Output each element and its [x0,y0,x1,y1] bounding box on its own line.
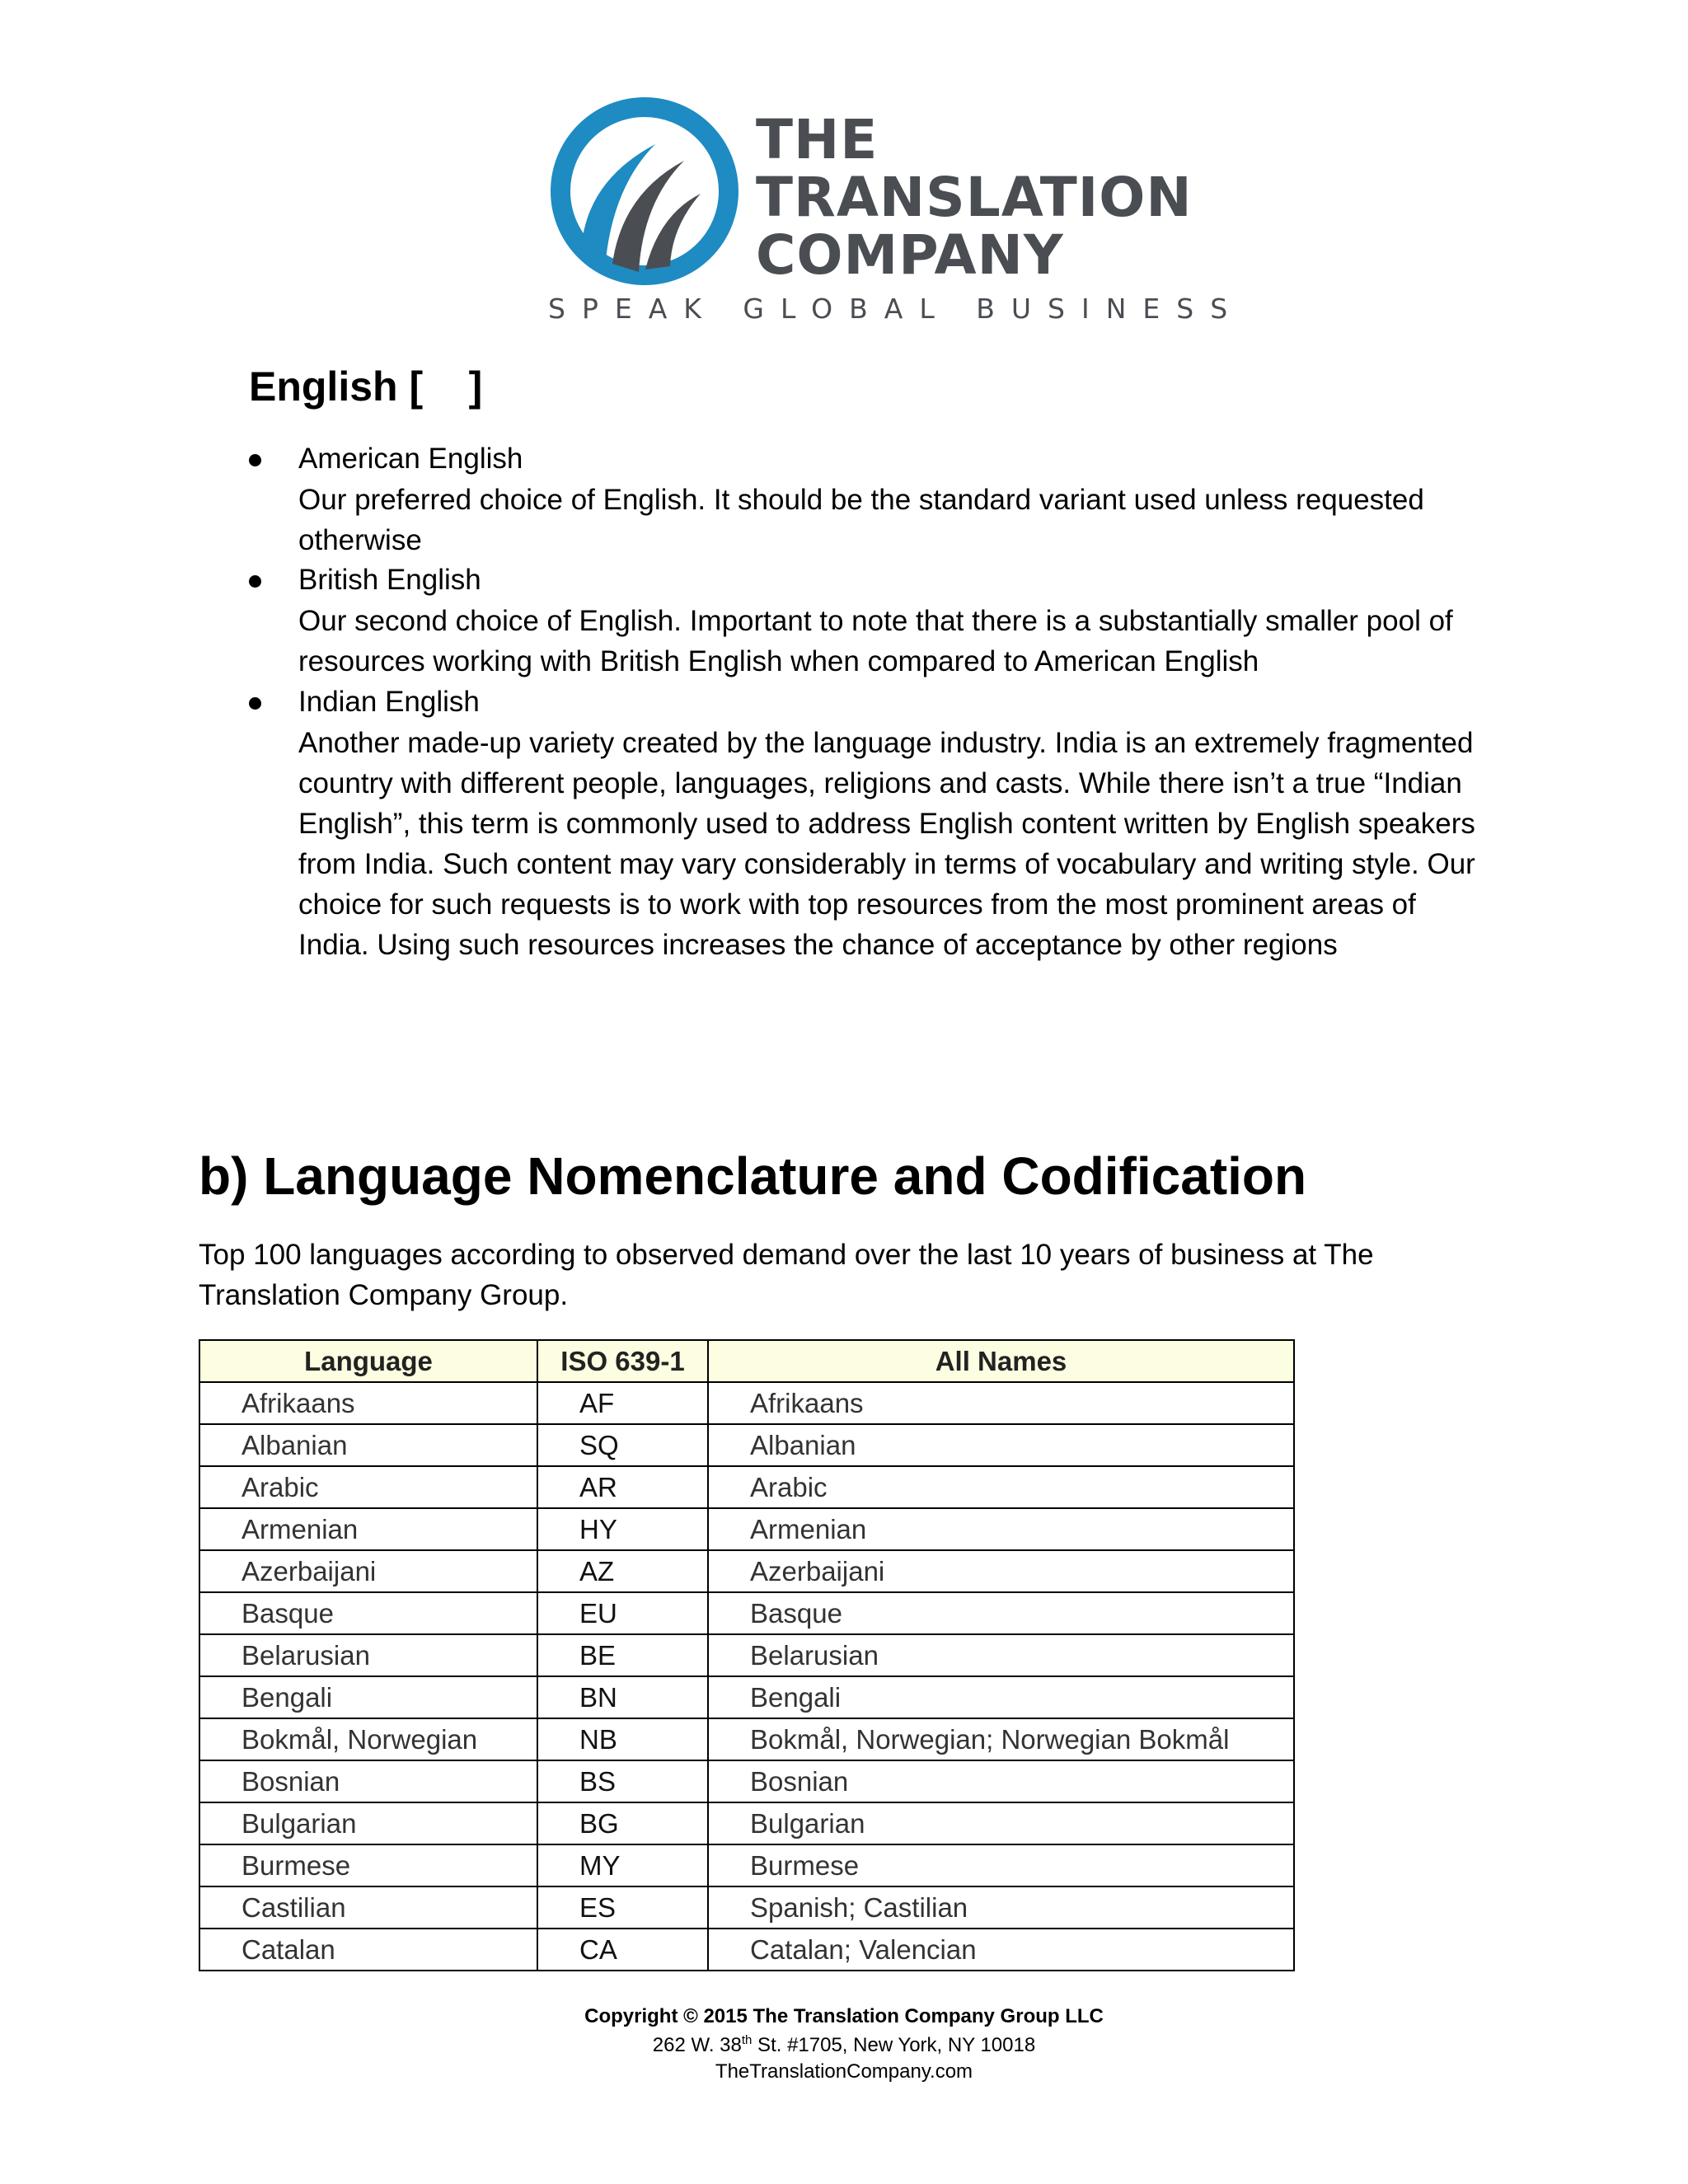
cell-iso-code: BE [537,1634,708,1676]
list-item-text: Our preferred choice of English. It should be the standard variant used unless requested otherwise [298,484,1424,556]
cell-iso-code: BS [537,1760,708,1802]
cell-all-names: Albanian [708,1424,1294,1466]
table-row [199,1634,1294,1676]
cell-language: Belarusian [199,1634,537,1676]
table-row [199,1886,1294,1929]
cell-all-names: Bengali [708,1676,1294,1718]
cell-language: Basque [199,1592,537,1634]
cell-iso-code: HY [537,1508,708,1550]
logo-mark-icon [548,95,742,288]
footer-copyright: Copyright © 2015 The Translation Company Group LLC [584,2005,1104,2027]
cell-iso-code: BN [537,1676,708,1718]
cell-language: Bengali [199,1676,537,1718]
column-header-language: Language [199,1340,537,1382]
bullet-icon [249,575,261,588]
cell-iso-code: SQ [537,1424,708,1466]
cell-language: Arabic [199,1466,537,1508]
list-item-text: Another made-up variety created by the language industry. India is an extremely fragmented country with different people, languages, religions and casts. While there isn’t a true “Indian English”, this term is commonly used to address English content written by English speakers from India. Such content may vary considerably in terms of vocabulary and writing style. Our choice for such requests is to work with top resources from the most prominent areas of India. Using such resources increases the chance of acceptance by other regions [298,727,1475,961]
list-item-title: British English [298,564,481,596]
list-item-text: Our second choice of English. Important to note that there is a substantially smaller pool of resources working with British English when compared to American English [298,605,1453,677]
cell-iso-code: AR [537,1466,708,1508]
cell-all-names: Belarusian [708,1634,1294,1676]
table-row [199,1718,1294,1760]
table-row [199,1424,1294,1466]
footer-address-city: St. #1705, New York, NY 10018 [752,2034,1036,2056]
table-row [199,1508,1294,1550]
column-header-all-names: All Names [708,1340,1294,1382]
cell-all-names: Burmese [708,1844,1294,1886]
cell-iso-code: ES [537,1886,708,1929]
cell-iso-code: AZ [537,1550,708,1592]
cell-iso-code: AF [537,1382,708,1424]
cell-all-names: Azerbaijani [708,1550,1294,1592]
cell-all-names: Bokmål, Norwegian; Norwegian Bokmål [708,1718,1294,1760]
cell-language: Azerbaijani [199,1550,537,1592]
cell-language: Bulgarian [199,1802,537,1844]
english-heading: English [ ] [249,363,483,410]
cell-language: Albanian [199,1424,537,1466]
cell-all-names: Bosnian [708,1760,1294,1802]
cell-all-names: Afrikaans [708,1382,1294,1424]
cell-language: Burmese [199,1844,537,1886]
bullet-icon [249,697,261,710]
logo-word-translation: TRANSLATION [756,166,1193,229]
footer-address-street: 262 W. 38 [652,2034,742,2056]
footer-website: TheTranslationCompany.com [715,2060,973,2083]
table-body [199,1382,1294,1971]
cell-language: Bokmål, Norwegian [199,1718,537,1760]
bullet-icon [249,454,261,466]
logo-tagline: SPEAK GLOBAL BUSINESS [548,293,1245,325]
cell-iso-code: CA [537,1929,708,1971]
cell-language: Bosnian [199,1760,537,1802]
footer-address [0,2033,1688,2057]
list-item-title: American English [298,443,523,475]
cell-iso-code: BG [537,1802,708,1844]
cell-all-names: Basque [708,1592,1294,1634]
table-row [199,1382,1294,1424]
table-header-row [199,1340,1294,1382]
company-logo [548,95,1245,334]
logo-word-the: THE [756,108,879,171]
table-row [199,1466,1294,1508]
table-row [199,1676,1294,1718]
cell-language: Catalan [199,1929,537,1971]
table-row [199,1844,1294,1886]
section-heading: b) Language Nomenclature and Codification [199,1146,1307,1206]
cell-language: Afrikaans [199,1382,537,1424]
cell-language: Armenian [199,1508,537,1550]
cell-all-names: Bulgarian [708,1802,1294,1844]
section-intro: Top 100 languages according to observed demand over the last 10 years of business at The Translation Company Group. [199,1239,1374,1311]
cell-iso-code: MY [537,1844,708,1886]
language-table [199,1339,1295,1971]
logo-word-company: COMPANY [756,223,1064,287]
cell-language: Castilian [199,1886,537,1929]
cell-all-names: Armenian [708,1508,1294,1550]
table-row [199,1760,1294,1802]
table-row [199,1550,1294,1592]
table-row [199,1929,1294,1971]
footer-address-ordinal: th [741,2033,753,2047]
cell-all-names: Catalan; Valencian [708,1929,1294,1971]
cell-all-names: Arabic [708,1466,1294,1508]
cell-iso-code: EU [537,1592,708,1634]
list-item-title: Indian English [298,686,480,718]
cell-iso-code: NB [537,1718,708,1760]
table-row [199,1802,1294,1844]
column-header-iso: ISO 639-1 [537,1340,708,1382]
cell-all-names: Spanish; Castilian [708,1886,1294,1929]
table-row [199,1592,1294,1634]
